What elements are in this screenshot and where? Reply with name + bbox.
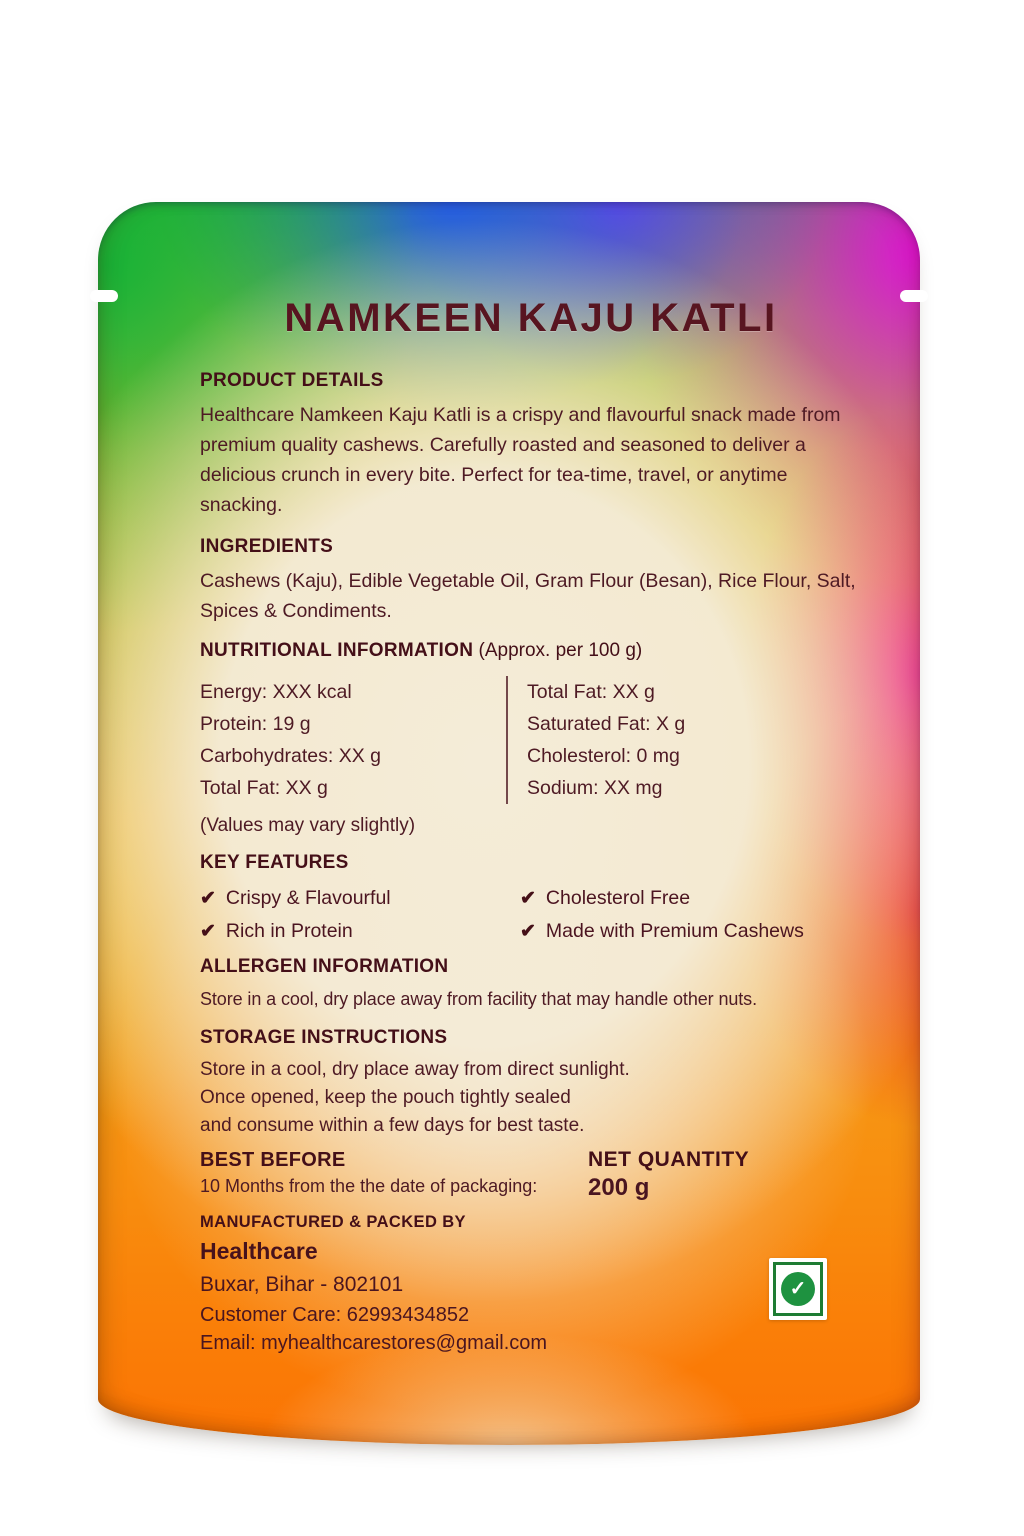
manufacturer-address: Buxar, Bihar - 802101 (200, 1273, 404, 1296)
check-icon: ✔ (520, 921, 536, 942)
nutrition-row: Total Fat: XX g (527, 681, 655, 703)
green-check-icon (781, 1272, 815, 1306)
nutrition-column-left (200, 676, 506, 804)
nutrition-row: Total Fat: XX g (200, 777, 328, 799)
storage-line: Store in a cool, dry place away from direct sunlight. (200, 1059, 630, 1080)
pouch (98, 202, 920, 1445)
product-details-body: Healthcare Namkeen Kaju Katli is a crispy and flavourful snack made from premium quality cashews. Carefully roasted and seasoned to deliver a delicious crunch in every bite. Perfect for tea-time, travel, or anytime snacking. (200, 404, 841, 516)
label-content (98, 202, 920, 1357)
nutrition-row: Protein: 19 g (200, 713, 311, 735)
feature-item (520, 882, 862, 915)
nutrition-disclaimer: (Values may vary slightly) (200, 815, 416, 836)
feature-item (200, 882, 520, 915)
manufacturer-name: Healthcare (200, 1238, 318, 1264)
nutrition-row: Carbohydrates: XX g (200, 745, 382, 767)
check-icon: ✔ (200, 888, 216, 909)
nutrition-heading-text: NUTRITIONAL INFORMATION (200, 640, 474, 661)
feature-item (520, 915, 862, 948)
best-before-heading: BEST BEFORE (200, 1149, 346, 1171)
key-features-list (200, 882, 862, 948)
ingredients-heading: INGREDIENTS (200, 536, 334, 557)
manufacturer-email: Email: myhealthcarestores@gmail.com (200, 1332, 548, 1354)
storage-heading: STORAGE INSTRUCTIONS (200, 1027, 448, 1048)
allergen-body: Store in a cool, dry place away from facility that may handle other nuts. (200, 989, 757, 1009)
nutrition-row: Saturated Fat: X g (527, 713, 686, 735)
nutrition-table (200, 676, 862, 804)
feature-label: Rich in Protein (225, 920, 353, 942)
storage-line: and consume within a few days for best taste. (200, 1115, 585, 1136)
nutrition-column-right (506, 676, 862, 804)
best-before-note: 10 Months from the the date of packaging: (200, 1176, 538, 1196)
nutrition-row: Sodium: XX mg (527, 777, 663, 799)
net-quantity-value: 200 g (588, 1174, 650, 1201)
nutrition-heading-note: (Approx. per 100 g) (473, 640, 643, 661)
nutrition-row: Cholesterol: 0 mg (527, 745, 680, 767)
storage-body (200, 1056, 862, 1140)
green-check-glyph: ✓ (789, 1278, 807, 1300)
check-icon: ✔ (200, 921, 216, 942)
feature-label: Made with Premium Cashews (545, 920, 804, 942)
product-details-heading: PRODUCT DETAILS (200, 370, 384, 391)
best-before-net-quantity-row (200, 1147, 862, 1203)
best-before-block (200, 1147, 588, 1203)
net-quantity-block (588, 1147, 749, 1203)
quality-mark (769, 1258, 827, 1320)
check-icon: ✔ (520, 888, 536, 909)
nutrition-row: Energy: XXX kcal (200, 681, 352, 703)
net-quantity-heading: NET QUANTITY (588, 1148, 750, 1171)
feature-item (200, 915, 520, 948)
key-features-heading: KEY FEATURES (200, 852, 349, 873)
quality-mark-frame (773, 1262, 823, 1316)
customer-care-number: Customer Care: 62993434852 (200, 1304, 470, 1326)
feature-label: Crispy & Flavourful (225, 887, 391, 909)
nutrition-heading (200, 638, 862, 664)
feature-label: Cholesterol Free (545, 887, 691, 909)
product-title: NAMKEEN KAJU KATLI (284, 296, 778, 340)
ingredients-body: Cashews (Kaju), Edible Vegetable Oil, Gram Flour (Besan), Rice Flour, Salt, Spices & Condiments. (200, 570, 856, 622)
manufacturer-heading: MANUFACTURED & PACKED BY (200, 1213, 466, 1231)
storage-line: Once opened, keep the pouch tightly sealed (200, 1087, 571, 1108)
allergen-heading: ALLERGEN INFORMATION (200, 956, 449, 977)
